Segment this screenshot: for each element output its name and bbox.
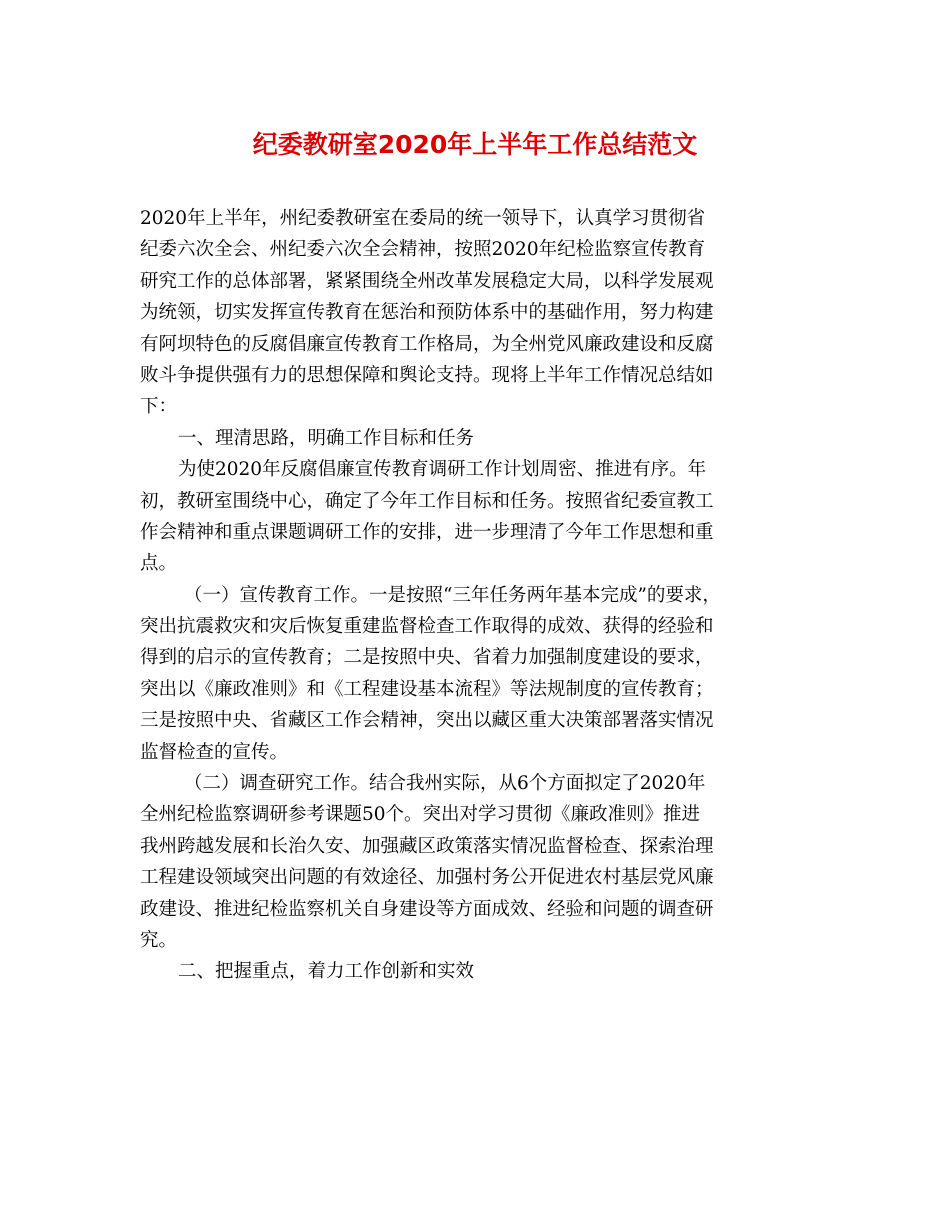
paragraph-line: 为使2020年反腐倡廉宣传教育调研工作计划周密、推进有序。年 (178, 459, 707, 481)
document-body (140, 203, 820, 988)
paragraph-line: 突出抗震救灾和灾后恢复重建监督检查工作取得的成效、获得的经验和 (140, 616, 714, 638)
paragraph-line: 败斗争提供强有力的思想保障和舆论支持。现将上半年工作情况总结如 (140, 364, 714, 386)
paragraph-line: 作会精神和重点课题调研工作的安排，进一步理清了今年工作思想和重 (140, 521, 714, 543)
paragraph-line: 突出以《廉政准则》和《工程建设基本流程》等法规制度的宣传教育； (140, 678, 714, 700)
paragraph-line: 三是按照中央、省藏区工作会精神，突出以藏区重大决策部署落实情况 (140, 710, 714, 732)
paragraph-line: 2020年上半年，州纪委教研室在委局的统一领导下，认真学习贯彻省 (140, 208, 706, 229)
paragraph-line: 初，教研室围绕中心，确定了今年工作目标和任务。按照省纪委宣教工 (140, 490, 714, 512)
section-heading: 一、理清思路，明确工作目标和任务 (178, 427, 475, 449)
paragraph-line: 政建设、推进纪检监察机关自身建设等方面成效、经验和问题的调查研 (140, 898, 714, 920)
paragraph-line: 研究工作的总体部署，紧紧围绕全州改革发展稳定大局，以科学发展观 (140, 270, 714, 292)
paragraph-line: 监督检查的宣传。 (140, 741, 289, 763)
paragraph-line: 究。 (140, 929, 178, 951)
paragraph-line: （二）调查研究工作。结合我州实际，从6个方面拟定了2020年 (184, 773, 706, 795)
paragraph-line: 有阿坝特色的反腐倡廉宣传教育工作格局，为全州党风廉政建设和反腐 (140, 333, 714, 355)
paragraph-line: 得到的启示的宣传教育；二是按照中央、省着力加强制度建设的要求， (140, 647, 714, 669)
paragraph-line: （一）宣传教育工作。一是按照“三年任务两年基本完成”的要求， (184, 584, 721, 606)
document-title: 纪委教研室2020年上半年工作总结范文 (252, 130, 698, 159)
paragraph-line: 纪委六次全会、州纪委六次全会精神，按照2020年纪检监察宣传教育 (140, 239, 706, 261)
paragraph-line: 为统领，切实发挥宣传教育在惩治和预防体系中的基础作用，努力构建 (140, 302, 714, 324)
paragraph-line: 全州纪检监察调研参考课题50个。突出对学习贯彻《廉政准则》推进 (140, 804, 701, 826)
paragraph-line: 下： (140, 396, 178, 418)
paragraph-line: 工程建设领域突出问题的有效途径、加强村务公开促进农村基层党风廉 (140, 867, 714, 889)
section-heading: 二、把握重点，着力工作创新和实效 (178, 961, 475, 983)
paragraph-line: 点。 (140, 553, 178, 575)
paragraph-line: 我州跨越发展和长治久安、加强藏区政策落实情况监督检查、探索治理 (140, 835, 714, 857)
